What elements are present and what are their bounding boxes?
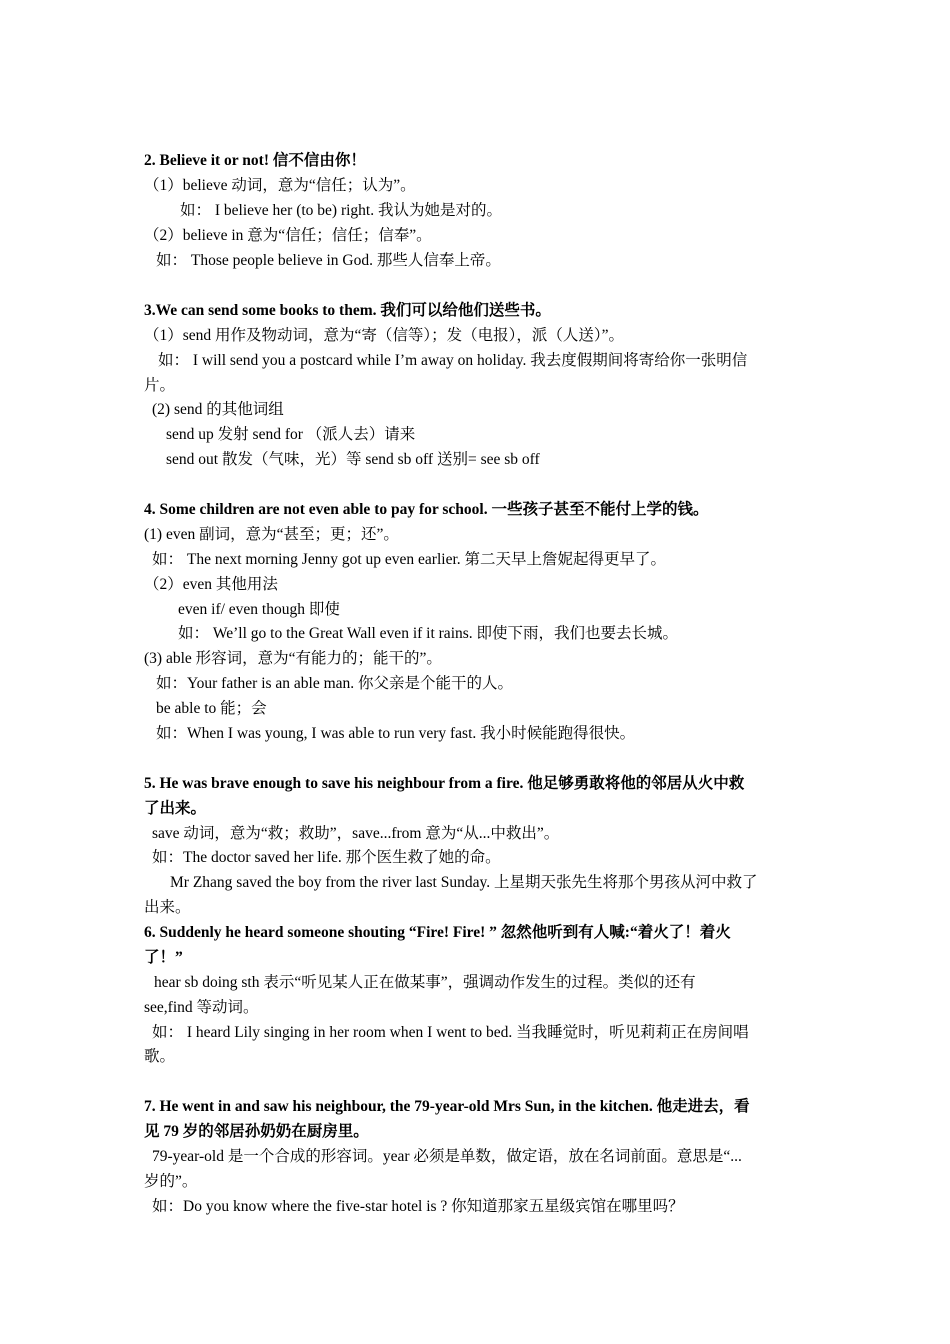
section-3-line: (2) send 的其他词组 — [152, 401, 284, 418]
section-4-line: 如：Your father is an able man. 你父亲是个能干的人。 — [156, 675, 514, 692]
section-4-line: (3) able 形容词，意为“有能力的；能干的”。 — [144, 650, 442, 667]
section-3-line: 片。 — [144, 377, 176, 394]
section-6-heading: 了！” — [144, 949, 183, 966]
section-6-line: see,find 等动词。 — [144, 999, 259, 1016]
section-7-heading: 7. He went in and saw his neighbour, the 79-year-old Mrs Sun, in the kitchen. 他走进去，看 — [144, 1098, 750, 1115]
section-4-line: 如：When I was young, I was able to run very fast. 我小时候能跑得很快。 — [156, 725, 636, 742]
section-3-line: send out 散发（气味，光）等 send sb off 送别= see sb off — [166, 451, 540, 468]
section-2-line: （2）believe in 意为“信任；信任；信奉”。 — [144, 227, 432, 244]
section-4-line: even if/ even though 即使 — [178, 601, 340, 618]
section-4-line: （2）even 其他用法 — [144, 576, 278, 593]
section-5-line: 出来。 — [144, 899, 191, 916]
section-6-line: 歌。 — [144, 1048, 176, 1065]
section-5-line: Mr Zhang saved the boy from the river last Sunday. 上星期天张先生将那个男孩从河中救了 — [170, 874, 758, 891]
section-7-line: 岁的”。 — [144, 1173, 198, 1190]
section-4-line: 如： We’ll go to the Great Wall even if it rains. 即使下雨，我们也要去长城。 — [178, 625, 679, 642]
section-4-heading: 4. Some children are not even able to pay for school. 一些孩子甚至不能付上学的钱。 — [144, 501, 709, 518]
section-3-heading: 3.We can send some books to them. 我们可以给他们送些书。 — [144, 302, 551, 319]
section-7-heading: 见 79 岁的邻居孙奶奶在厨房里。 — [144, 1123, 369, 1140]
section-2-line: （1）believe 动词，意为“信任；认为”。 — [144, 177, 416, 194]
section-5-line: 如：The doctor saved her life. 那个医生救了她的命。 — [152, 849, 501, 866]
section-5-heading: 了出来。 — [144, 800, 207, 817]
section-5-heading: 5. He was brave enough to save his neighbour from a fire. 他足够勇敢将他的邻居从火中救 — [144, 775, 745, 792]
section-7-line: 79-year-old 是一个合成的形容词。year 必须是单数，做定语，放在名词前面。意思是“... — [152, 1148, 742, 1165]
section-3-line: 如： I will send you a postcard while I’m away on holiday. 我去度假期间将寄给你一张明信 — [158, 352, 748, 369]
section-6-line: hear sb doing sth 表示“听见某人正在做某事”，强调动作发生的过程。类似的还有 — [154, 974, 696, 991]
section-2-heading: 2. Believe it or not! 信不信由你！ — [144, 152, 366, 169]
section-5-line: save 动词，意为“救；救助”，save...from 意为“从...中救出”。 — [152, 825, 560, 842]
section-6-heading: 6. Suddenly he heard someone shouting “Fire! Fire! ” 忽然他听到有人喊:“着火了！着火 — [144, 924, 731, 941]
section-2-line: 如： I believe her (to be) right. 我认为她是对的。 — [180, 202, 502, 219]
section-2-line: 如： Those people believe in God. 那些人信奉上帝。 — [156, 252, 501, 269]
section-7-line: 如：Do you know where the five-star hotel is ? 你知道那家五星级宾馆在哪里吗？ — [152, 1198, 684, 1215]
section-3-line: （1）send 用作及物动词，意为“寄（信等）；发（电报），派（人送）”。 — [144, 327, 625, 344]
section-6-line: 如： I heard Lily singing in her room when I went to bed. 当我睡觉时，听见莉莉正在房间唱 — [152, 1024, 749, 1041]
section-4-line: (1) even 副词，意为“甚至；更；还”。 — [144, 526, 399, 543]
section-4-line: be able to 能；会 — [156, 700, 267, 717]
section-3-line: send up 发射 send for （派人去）请来 — [166, 426, 416, 443]
section-4-line: 如： The next morning Jenny got up even earlier. 第二天早上詹妮起得更早了。 — [152, 551, 667, 568]
